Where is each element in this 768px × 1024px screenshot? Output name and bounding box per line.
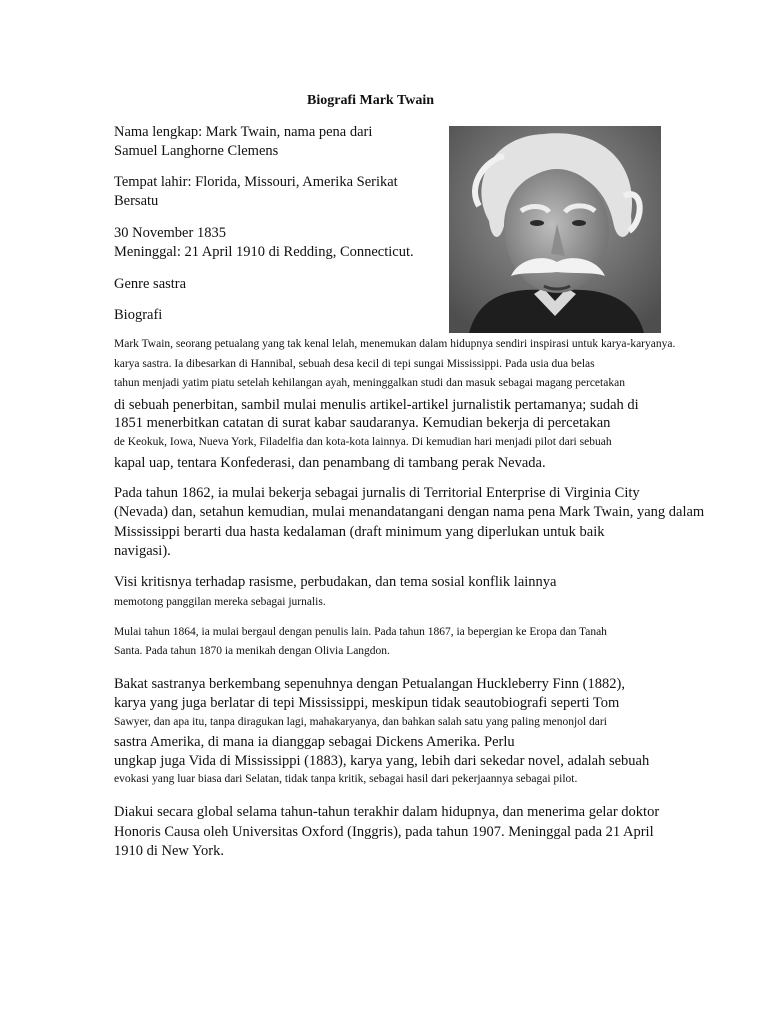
recognition-line-1: Diakui secara global selama tahun-tahun terakhir dalam hidupnya, dan menerima gelar doktor <box>114 804 660 820</box>
bio-line-4: di sebuah penerbitan, sambil mulai menulis artikel-artikel jurnalistik pertamanya; sudah di <box>114 397 639 413</box>
bio-line-3: tahun menjadi yatim piatu setelah kehilangan ayah, meninggalkan studi dan masuk sebagai magang percetakan <box>114 377 625 389</box>
journalism-line-4: navigasi). <box>114 543 171 559</box>
birthplace-line-1: Tempat lahir: Florida, Missouri, Amerika Serikat <box>114 174 398 190</box>
journalism-line-3: Mississippi berarti dua hasta kedalaman (draft minimum yang diperlukan untuk baik <box>114 524 605 540</box>
journalism-line-2: (Nevada) dan, setahun kemudian, mulai menandatangani dengan nama pena Mark Twain, yang dalam <box>114 504 705 520</box>
genre-label: Genre sastra <box>114 276 187 292</box>
bio-line-7: kapal uap, tentara Konfederasi, dan penambang di tambang perak Nevada. <box>114 455 546 471</box>
full-name-line-2: Samuel Langhorne Clemens <box>114 143 279 159</box>
bio-line-2: karya sastra. Ia dibesarkan di Hannibal, sebuah desa kecil di tepi sungai Mississippi. Pada usia dua belas <box>114 358 595 370</box>
vision-line-2: memotong panggilan mereka sebagai jurnalis. <box>114 596 326 608</box>
talent-line-3: Sawyer, dan apa itu, tanpa diragukan lagi, mahakaryanya, dan bahkan salah satu yang paling menonjol dari <box>114 716 607 728</box>
portrait-image <box>449 126 661 333</box>
document-title: Biografi Mark Twain <box>307 93 435 108</box>
talent-line-5: ungkap juga Vida di Mississippi (1883), karya yang, lebih dari sekedar novel, adalah sebuah <box>114 753 650 769</box>
birthplace-line-2: Bersatu <box>114 193 159 209</box>
career-line-1: Mulai tahun 1864, ia mulai bergaul dengan penulis lain. Pada tahun 1867, ia bepergian ke Eropa dan Tanah <box>114 626 607 638</box>
vision-line-1: Visi kritisnya terhadap rasisme, perbudakan, dan tema sosial konflik lainnya <box>114 574 557 590</box>
bio-line-5: 1851 menerbitkan catatan di surat kabar saudaranya. Kemudian bekerja di percetakan <box>114 415 611 431</box>
career-line-2: Santa. Pada tahun 1870 ia menikah dengan Olivia Langdon. <box>114 645 390 657</box>
portrait-photo <box>449 126 661 333</box>
bio-line-1: Mark Twain, seorang petualang yang tak kenal lelah, menemukan dalam hidupnya sendiri inspirasi untuk karya-karyanya. <box>114 338 676 350</box>
death-info: Meninggal: 21 April 1910 di Redding, Connecticut. <box>114 244 414 260</box>
biography-heading: Biografi <box>114 307 163 323</box>
full-name-line-1: Nama lengkap: Mark Twain, nama pena dari <box>114 124 373 140</box>
talent-line-2: karya yang juga berlatar di tepi Mississippi, meskipun tidak seautobiografi seperti Tom <box>114 695 620 711</box>
recognition-line-2: Honoris Causa oleh Universitas Oxford (Inggris), pada tahun 1907. Meninggal pada 21 April <box>114 824 654 840</box>
journalism-line-1: Pada tahun 1862, ia mulai bekerja sebagai jurnalis di Territorial Enterprise di Virginia City <box>114 485 640 501</box>
birth-date: 30 November 1835 <box>114 225 226 241</box>
talent-line-4: sastra Amerika, di mana ia dianggap sebagai Dickens Amerika. Perlu <box>114 734 515 750</box>
bio-line-6: de Keokuk, Iowa, Nueva York, Filadelfia dan kota-kota lainnya. Di kemudian hari menjadi pilot dari sebuah <box>114 436 612 448</box>
recognition-line-3: 1910 di New York. <box>114 843 224 859</box>
talent-line-6: evokasi yang luar biasa dari Selatan, tidak tanpa kritik, sebagai hasil dari pekerjaannya sebagai pilot. <box>114 773 578 785</box>
talent-line-1: Bakat sastranya berkembang sepenuhnya dengan Petualangan Huckleberry Finn (1882), <box>114 676 625 692</box>
